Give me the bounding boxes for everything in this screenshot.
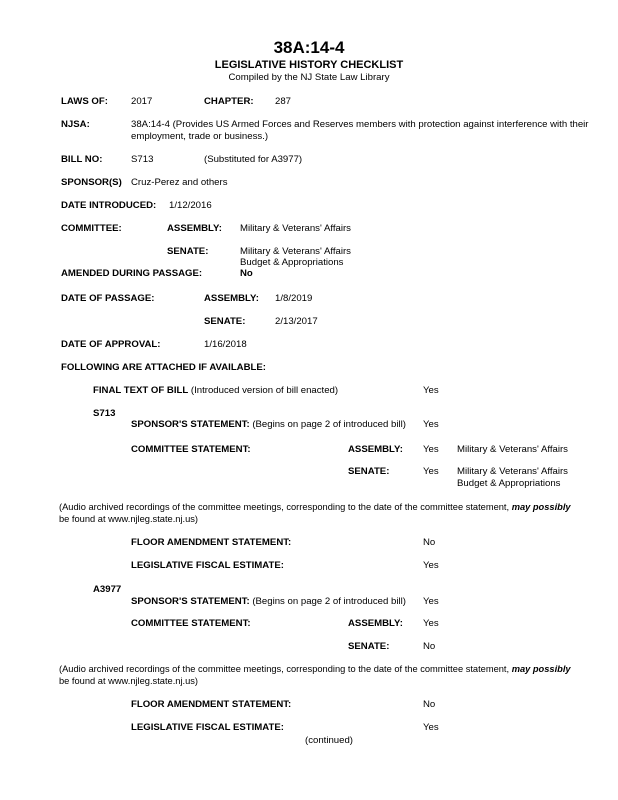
a3977-floor-amend-label: FLOOR AMENDMENT STATEMENT: (131, 699, 292, 710)
s713-sponsor-row (131, 419, 406, 430)
a3977-bill-label: A3977 (93, 584, 122, 595)
s713-sponsor-stmt-note: (Begins on page 2 of introduced bill) (252, 419, 406, 430)
bill-no-note: (Substituted for A3977) (204, 154, 303, 165)
continued-note: (continued) (305, 735, 353, 746)
s713-audio-note-line1 (59, 502, 571, 513)
s713-fiscal-value: Yes (423, 560, 439, 571)
s713-assembly-label: ASSEMBLY: (348, 444, 403, 455)
s713-bill-label: S713 (93, 408, 116, 419)
a3977-audio-note-line2: be found at www.njleg.state.nj.us) (59, 676, 199, 686)
date-introduced-label: DATE INTRODUCED: (61, 200, 157, 211)
laws-of-value: 2017 (131, 96, 153, 107)
s713-senate-value: Yes (423, 466, 439, 477)
a3977-assembly-value: Yes (423, 618, 439, 629)
amended-value: No (240, 268, 253, 279)
a3977-sponsor-stmt-value: Yes (423, 596, 439, 607)
date-approval-label: DATE OF APPROVAL: (61, 339, 161, 350)
final-text-label: FINAL TEXT OF BILL (93, 385, 189, 396)
date-approval-value: 1/16/2018 (204, 339, 247, 350)
s713-senate-committee-2: Budget & Appropriations (457, 478, 561, 489)
njsa-label: NJSA: (61, 119, 90, 130)
a3977-sponsor-stmt-label: SPONSOR'S STATEMENT: (131, 596, 250, 607)
s713-audio-note-emphasis: may possibly (511, 502, 571, 512)
sponsor-label: SPONSOR(S) (61, 177, 122, 188)
chapter-label: CHAPTER: (204, 96, 254, 107)
a3977-audio-note-emphasis: may possibly (511, 664, 571, 674)
s713-sponsor-stmt-value: Yes (423, 419, 439, 430)
a3977-assembly-label: ASSEMBLY: (348, 618, 403, 629)
date-passage-label: DATE OF PASSAGE: (61, 293, 155, 304)
a3977-sponsor-stmt-note: (Begins on page 2 of introduced bill) (252, 596, 406, 607)
s713-assembly-value: Yes (423, 444, 439, 455)
s713-floor-amend-label: FLOOR AMENDMENT STATEMENT: (131, 537, 292, 548)
amended-label: AMENDED DURING PASSAGE: (61, 268, 203, 279)
a3977-committee-stmt-label: COMMITTEE STATEMENT: (131, 618, 251, 629)
s713-floor-amend-value: No (423, 537, 436, 548)
passage-senate-value: 2/13/2017 (275, 316, 318, 327)
committee-senate-label: SENATE: (167, 246, 209, 257)
committee-assembly-value: Military & Veterans' Affairs (240, 223, 351, 234)
final-text-value: Yes (423, 385, 439, 396)
s713-audio-note-line2: be found at www.njleg.state.nj.us) (59, 514, 199, 524)
committee-senate-value-2: Budget & Appropriations (240, 257, 344, 268)
a3977-fiscal-value: Yes (423, 722, 439, 733)
compiled-by: Compiled by the NJ State Law Library (228, 72, 390, 83)
s713-senate-label: SENATE: (348, 466, 390, 477)
a3977-audio-note-text: (Audio archived recordings of the committee meetings, corresponding to the date of the committee statement, (59, 664, 512, 674)
s713-assembly-committee: Military & Veterans' Affairs (457, 444, 568, 455)
s713-committee-stmt-label: COMMITTEE STATEMENT: (131, 444, 251, 455)
final-text-note: (Introduced version of bill enacted) (190, 385, 339, 396)
a3977-senate-label: SENATE: (348, 641, 390, 652)
committee-senate-value-1: Military & Veterans' Affairs (240, 246, 351, 257)
laws-of-label: LAWS OF: (61, 96, 108, 107)
final-text-row (93, 385, 338, 396)
date-introduced-value: 1/12/2016 (169, 200, 212, 211)
s713-senate-committee-1: Military & Veterans' Affairs (457, 466, 568, 477)
sponsor-value: Cruz-Perez and others (131, 177, 228, 188)
a3977-sponsor-row (131, 596, 406, 607)
bill-no-label: BILL NO: (61, 154, 103, 165)
bill-no-value: S713 (131, 154, 154, 165)
passage-senate-label: SENATE: (204, 316, 246, 327)
s713-audio-note-text: (Audio archived recordings of the committee meetings, corresponding to the date of the committee statement, (59, 502, 512, 512)
passage-assembly-label: ASSEMBLY: (204, 293, 259, 304)
a3977-audio-note-line1 (59, 664, 571, 675)
s713-fiscal-label: LEGISLATIVE FISCAL ESTIMATE: (131, 560, 284, 571)
committee-label: COMMITTEE: (61, 223, 122, 234)
a3977-senate-value: No (423, 641, 436, 652)
checklist-title: LEGISLATIVE HISTORY CHECKLIST (214, 59, 404, 71)
committee-assembly-label: ASSEMBLY: (167, 223, 222, 234)
njsa-value-line2: employment, trade or business.) (131, 131, 269, 142)
chapter-value: 287 (275, 96, 292, 107)
a3977-floor-amend-value: No (423, 699, 436, 710)
njsa-value-line1: 38A:14-4 (Provides US Armed Forces and Reserves members with protection against interference with their (131, 119, 589, 130)
s713-sponsor-stmt-label: SPONSOR'S STATEMENT: (131, 419, 250, 430)
attached-heading: FOLLOWING ARE ATTACHED IF AVAILABLE: (61, 362, 266, 373)
a3977-fiscal-label: LEGISLATIVE FISCAL ESTIMATE: (131, 722, 284, 733)
statute-title: 38A:14-4 (273, 38, 345, 57)
passage-assembly-value: 1/8/2019 (275, 293, 313, 304)
